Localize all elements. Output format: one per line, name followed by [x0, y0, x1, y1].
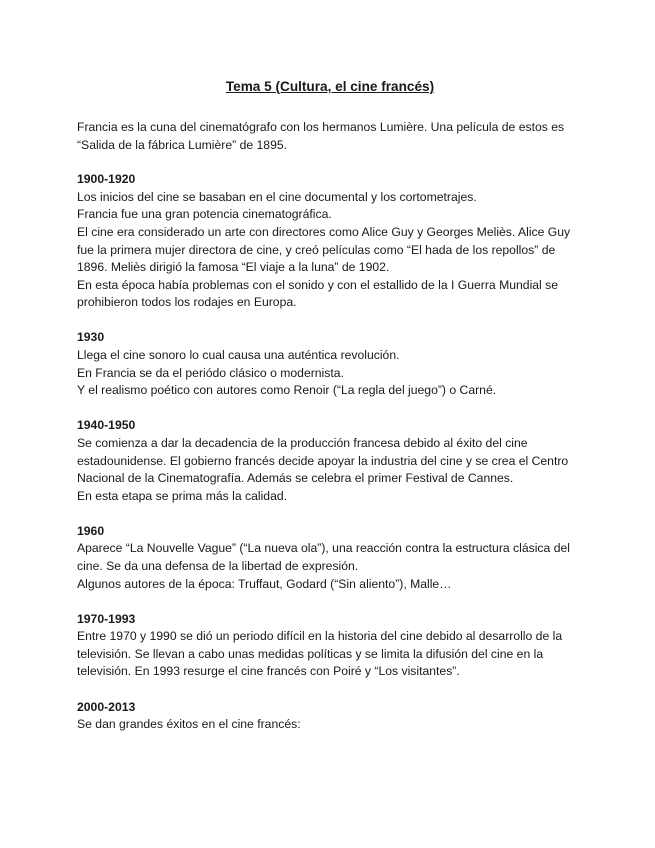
section-heading: 1970-1993 [77, 611, 136, 626]
section-1940-1950 [77, 417, 583, 505]
section-1900-1920 [77, 171, 583, 312]
document-page [77, 78, 583, 751]
paragraph: En esta etapa se prima más la calidad. [77, 488, 288, 503]
paragraph: Y el realismo poético con autores como Renoir (“La regla del juego”) o Carné. [77, 383, 497, 398]
paragraph: Se dan grandes éxitos en el cine francés: [77, 717, 301, 732]
section-heading: 1940-1950 [77, 418, 136, 433]
intro-paragraph: Francia es la cuna del cinematógrafo con los hermanos Lumière. Una película de estos es “Salida de la fábrica Lumière” de 1895. [77, 120, 565, 152]
section-2000-2013 [77, 699, 583, 734]
section-heading: 1900-1920 [77, 172, 136, 187]
page-title: Tema 5 (Cultura, el cine francés) [225, 79, 435, 94]
paragraph: Algunos autores de la época: Truffaut, Godard (“Sin aliento”), Malle… [77, 576, 452, 591]
paragraph: El cine era considerado un arte con directores como Alice Guy y Georges Meliès. Alice Guy fue la primera mujer directora de cine, y creó películas como “El hada de los repollos” de 1896. Meliès dirigió la famosa “El viaje a la luna” de 1902. [77, 224, 571, 275]
paragraph: Aparece “La Nouvelle Vague” (“La nueva ola”), una reacción contra la estructura clásica del cine. Se da una defensa de la libertad de expresión. [77, 541, 570, 573]
section-1930 [77, 329, 583, 399]
paragraph: Se comienza a dar la decadencia de la producción francesa debido al éxito del cine estadounidense. El gobierno francés decide apoyar la industria del cine y se crea el Centro Nacional de la Cinematografía. Además se celebra el primer Festival de Cannes. [77, 435, 569, 486]
section-1970-1993 [77, 611, 583, 681]
paragraph: Francia fue una gran potencia cinematográfica. [77, 207, 332, 222]
paragraph: En Francia se da el periódo clásico o modernista. [77, 365, 344, 380]
paragraph: Entre 1970 y 1990 se dió un periodo difícil en la historia del cine debido al desarrollo de la televisión. Se llevan a cabo unas medidas políticas y se limita la difusión del cine en la televisión. En 1993 resurge el cine francés con Poiré y “Los visitantes”. [77, 629, 563, 679]
section-heading: 1930 [77, 330, 105, 345]
section-1960 [77, 523, 583, 593]
paragraph: Los inicios del cine se basaban en el cine documental y los cortometrajes. [77, 189, 477, 204]
paragraph: En esta época había problemas con el sonido y con el estallido de la I Guerra Mundial se prohibieron todos los rodajes en Europa. [77, 277, 559, 310]
paragraph: Llega el cine sonoro lo cual causa una auténtica revolución. [77, 348, 400, 363]
section-heading: 1960 [77, 523, 105, 538]
section-heading: 2000-2013 [77, 699, 136, 714]
